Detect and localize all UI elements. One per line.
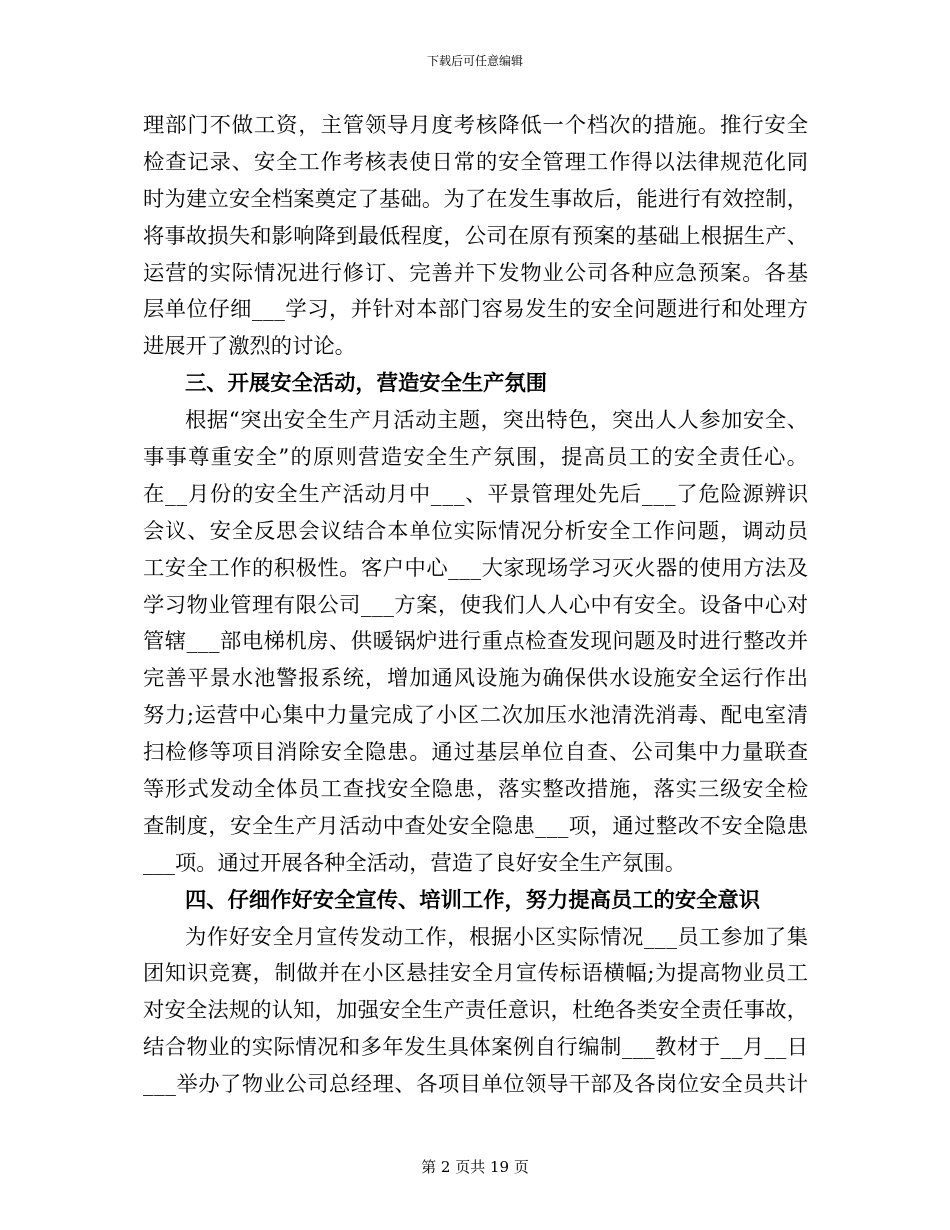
header-text: 下载后可任意编辑 bbox=[426, 54, 523, 68]
section-heading-4: 四、仔细作好安全宣传、培训工作，努力提高员工的安全意识 bbox=[185, 887, 761, 913]
text-line: 等形式发动全体员工查找安全隐患，落实整改措施，落实三级安全检 bbox=[143, 777, 809, 803]
text-line: 将事故损失和影响降到最低程度，公司在原有预案的基础上根据生产、 bbox=[143, 223, 809, 249]
paragraph-start: 根据“突出安全生产月活动主题，突出特色，突出人人参加安全、 bbox=[185, 408, 809, 434]
text-line: 完善平景水池警报系统，增加通风设施为确保供水设施安全运行作出 bbox=[143, 666, 809, 692]
text-line: ___举办了物业公司总经理、各项目单位领导干部及各岗位安全员共计 bbox=[143, 1072, 809, 1098]
text-line: 对安全法规的认知，加强安全生产责任意识，杜绝各类安全责任事故， bbox=[143, 998, 809, 1024]
text-line: 努力;运营中心集中力量完成了小区二次加压水池清洗消毒、配电室清 bbox=[143, 703, 809, 729]
text-line: 会议、安全反思会议结合本单位实际情况分析安全工作问题，调动员 bbox=[143, 518, 809, 544]
text-line: 团知识竞赛，制做并在小区悬挂安全月宣传标语横幅;为提高物业员工 bbox=[143, 961, 809, 987]
paragraph-start: 为作好安全月宣传发动工作，根据小区实际情况___员工参加了集 bbox=[185, 924, 809, 950]
section-heading-3: 三、开展安全活动，营造安全生产氛围 bbox=[185, 371, 548, 397]
text-line: 运营的实际情况进行修订、完善并下发物业公司各种应急预案。各基 bbox=[143, 260, 809, 286]
document-body bbox=[143, 108, 808, 1104]
text-line: 扫检修等项目消除安全隐患。通过基层单位自查、公司集中力量联查 bbox=[143, 740, 809, 766]
page-footer bbox=[0, 1157, 950, 1177]
text-line: 进展开了激烈的讨论。 bbox=[143, 334, 356, 360]
page-header bbox=[0, 53, 950, 69]
text-line: 学习物业管理有限公司___方案，使我们人人心中有安全。设备中心对 bbox=[143, 592, 809, 618]
page-number: 第 2 页共 19 页 bbox=[421, 1158, 529, 1176]
text-line: 管辖___部电梯机房、供暖锅炉进行重点检查发现问题及时进行整改并 bbox=[143, 629, 809, 655]
text-line: ___项。通过开展各种全活动，营造了良好安全生产氛围。 bbox=[143, 850, 687, 876]
text-line: 层单位仔细___学习，并针对本部门容易发生的安全问题进行和处理方 bbox=[143, 297, 809, 323]
text-line: 理部门不做工资，主管领导月度考核降低一个档次的措施。推行安全 bbox=[143, 113, 809, 138]
text-line: 结合物业的实际情况和多年发生具体案例自行编制___教材于__月__日 bbox=[143, 1035, 809, 1061]
text-line: 在__月份的安全生产活动月中___、平景管理处先后___了危险源辨识 bbox=[143, 481, 809, 507]
text-line: 时为建立安全档案奠定了基础。为了在发生事故后，能进行有效控制， bbox=[143, 186, 809, 212]
text-line: 查制度，安全生产月活动中查处安全隐患___项，通过整改不安全隐患 bbox=[143, 813, 809, 839]
text-line: 检查记录、安全工作考核表使日常的安全管理工作得以法律规范化同 bbox=[143, 149, 809, 175]
text-line: 事事尊重安全”的原则营造安全生产氛围，提高员工的安全责任心。 bbox=[143, 445, 810, 471]
text-line: 工安全工作的积极性。客户中心___大家现场学习灭火器的使用方法及 bbox=[143, 555, 809, 581]
